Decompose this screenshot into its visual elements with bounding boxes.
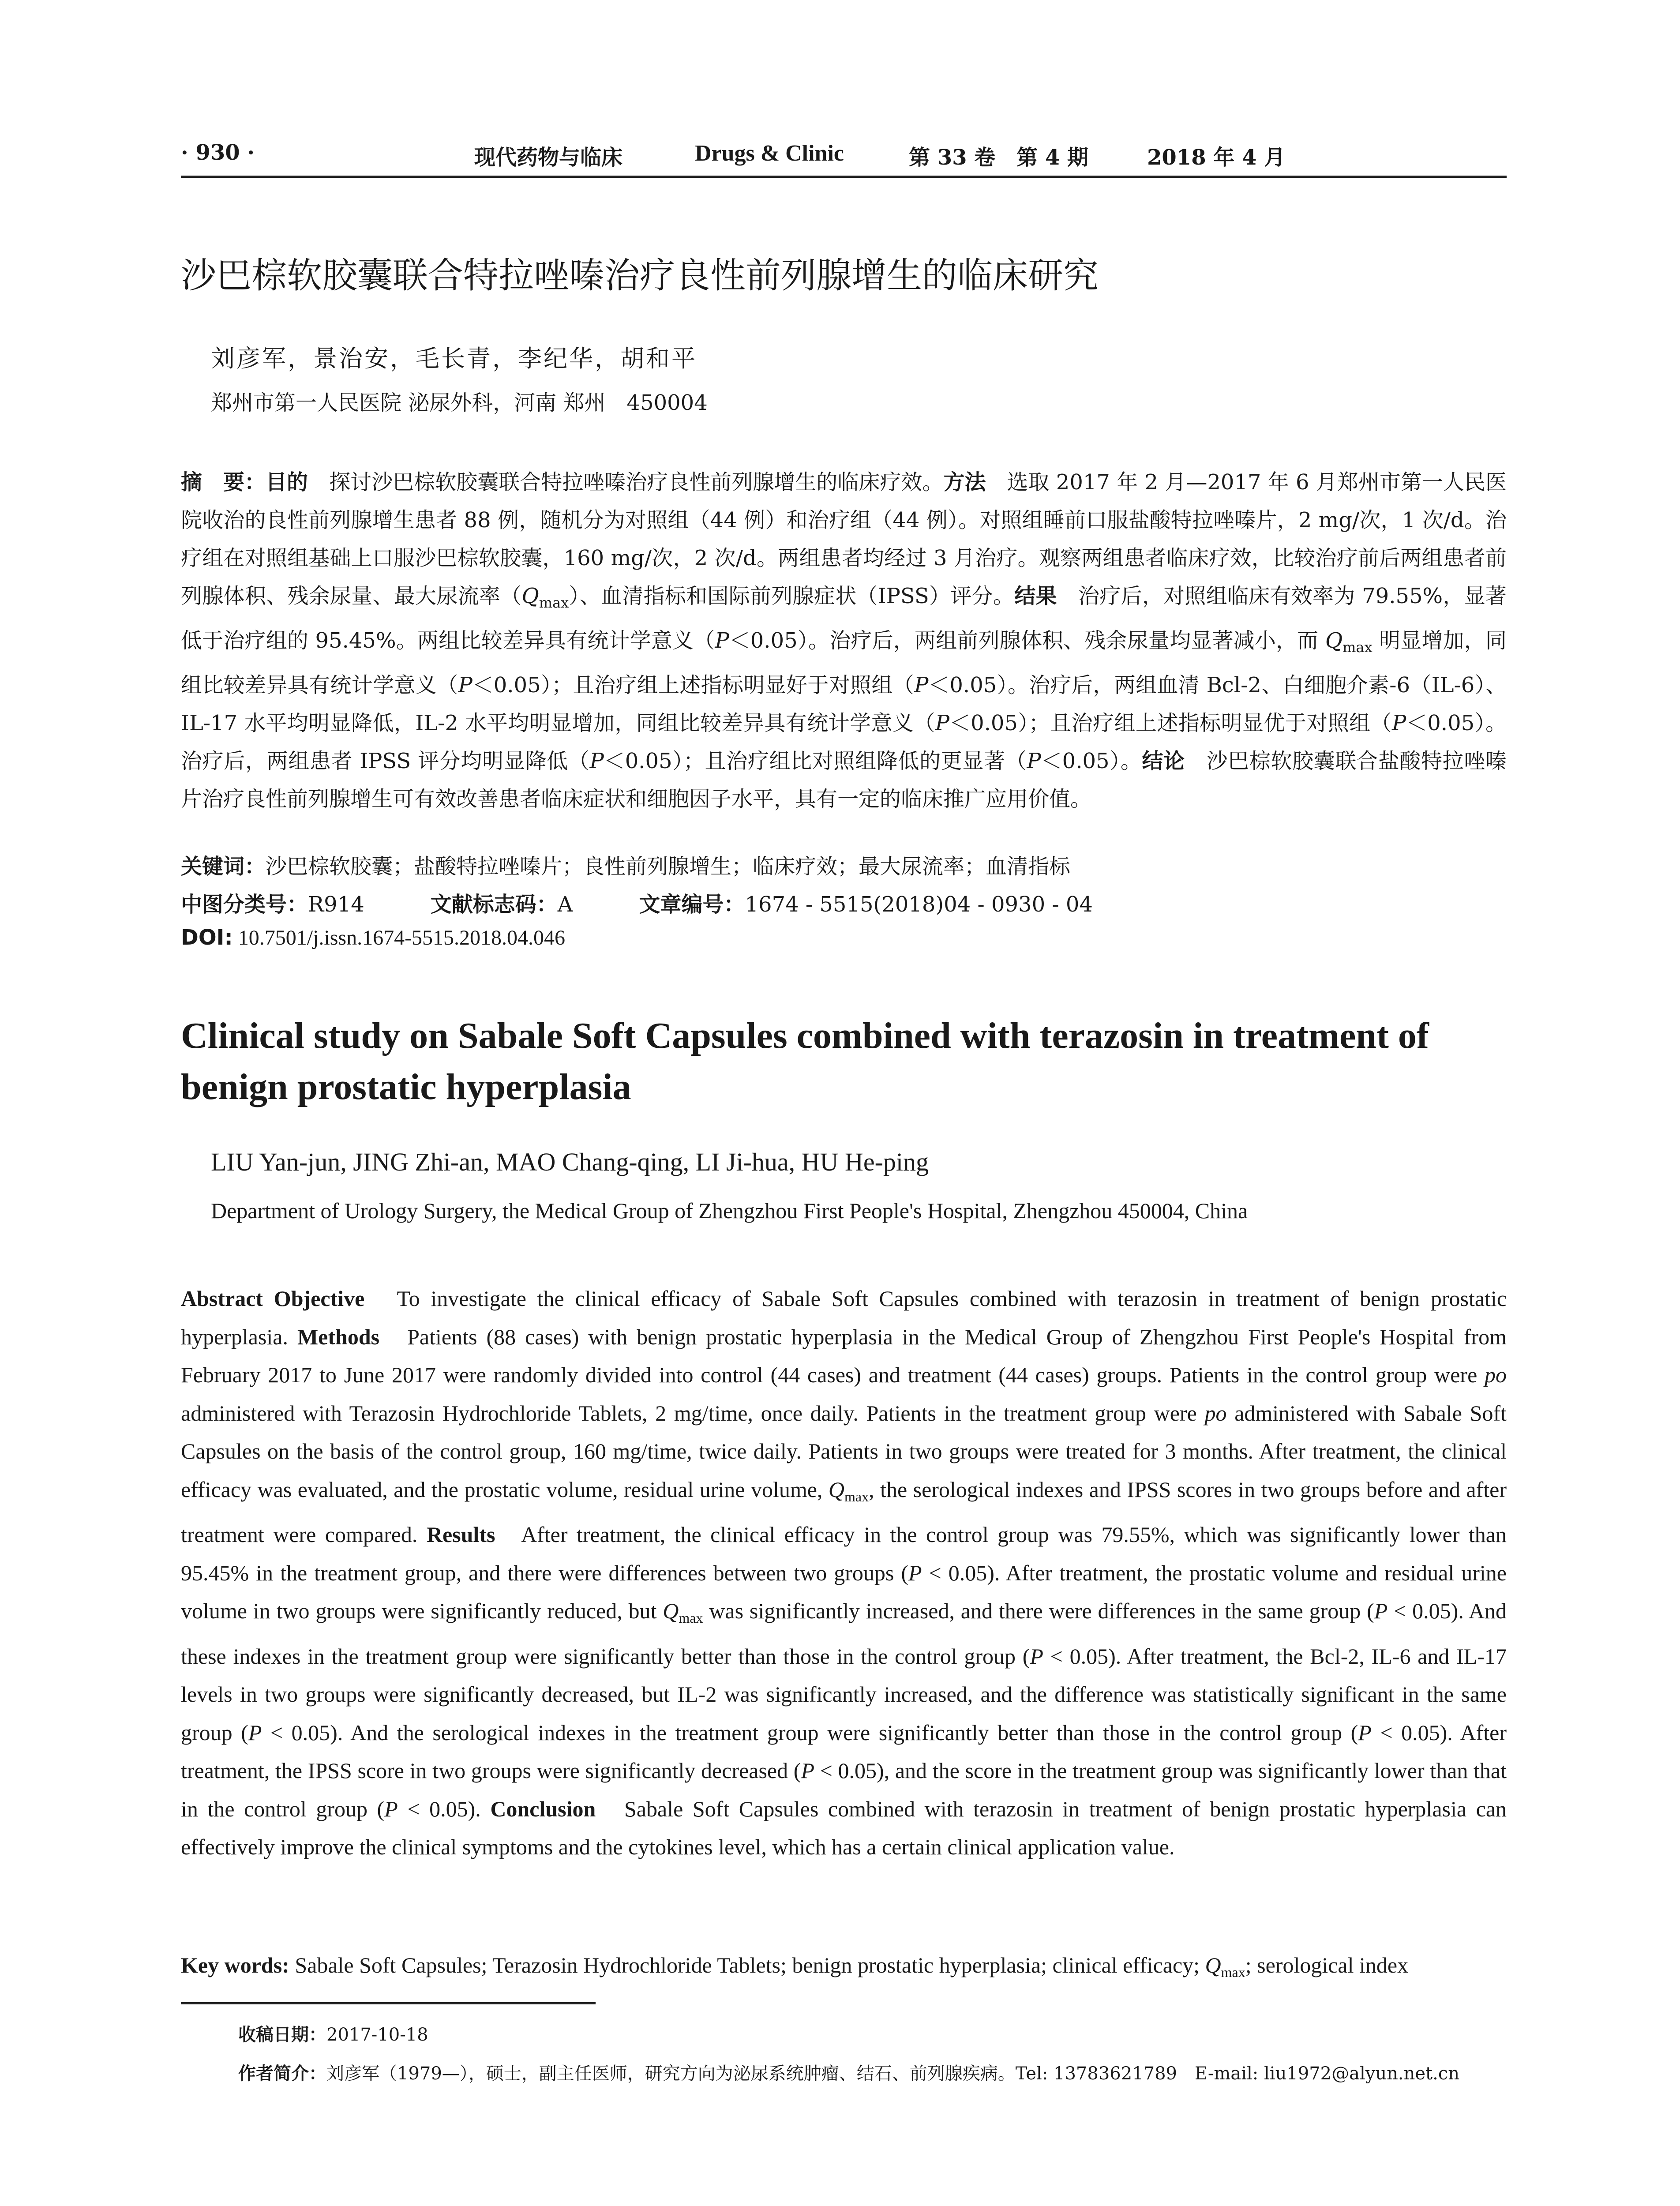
en-results-text: < 0.05). After treatment, the prostatic volume and residual urine volume in two groups were significantly reduced, but (181, 1560, 1507, 1623)
cn-conclusion: 沙巴棕软胶囊联合盐酸特拉唑嗪片治疗良性前列腺增生可有效改善患者临床症状和细胞因子水平，具有一定的临床推广应用价值。 (181, 749, 1507, 811)
en-methods-text: , the serological indexes and IPSS scores in two groups before and after treatment were compared. (181, 1477, 1507, 1547)
cn-p-symbol: P (1391, 711, 1406, 735)
clc-value: R914 (308, 892, 364, 917)
en-p-symbol: P (1374, 1598, 1388, 1623)
cn-p-symbol: P (715, 628, 729, 653)
doc-code-label: 文献标志码： (430, 892, 558, 917)
cn-results-text: ＜0.05）。 (1041, 749, 1142, 773)
en-authors: LIU Yan-jun, JING Zhi-an, MAO Chang-qing, LI Ji-hua, HU He-ping (211, 1148, 929, 1176)
en-po-term: po (1204, 1400, 1227, 1426)
cn-results-text: ＜0.05）；且治疗组上述指标明显优于对照组（ (949, 711, 1392, 735)
en-results-label: Results (426, 1522, 495, 1547)
en-title: Clinical study on Sabale Soft Capsules combined with terazosin in treatment of benign prostatic hyperplasia (181, 1015, 1429, 1107)
page-number: · 930 · (181, 140, 255, 165)
en-results-text: After treatment, the clinical efficacy in the control group was 79.55%, which was significantly lower than 95.45% in the treatment group, and there were differences between two groups ( (181, 1522, 1507, 1585)
en-results-text: < 0.05). And these indexes in the treatment group were significantly better than those in the control group ( (181, 1598, 1507, 1669)
cn-results-text: 治疗后，对照组临床有效率为 79.55%，显著低于治疗组的 95.45%。两组比较差异具有统计学意义（ (181, 584, 1507, 653)
en-results-text: < 0.05), and the score in the treatment group was significantly lower than that in the control group ( (181, 1758, 1507, 1821)
en-results-text: < 0.05). And the serological indexes in the treatment group were significantly better than those in the control group ( (262, 1720, 1358, 1745)
en-qmax-symbol: Q (663, 1598, 679, 1623)
cn-title: 沙巴棕软胶囊联合特拉唑嗪治疗良性前列腺增生的临床研究 (181, 255, 1099, 296)
en-conclusion: Sabale Soft Capsules combined with terazosin in treatment of benign prostatic hyperplasia can effectively improve the clinical symptoms and the cytokines level, which has a certain clinical application value. (181, 1796, 1507, 1859)
cn-authors: 刘彦军，景治安，毛长青，李纪华，胡和平 (211, 345, 697, 372)
cn-qmax-subscript: max (1342, 639, 1372, 656)
header-rule (181, 176, 1507, 178)
en-p-symbol: P (1358, 1720, 1372, 1745)
en-abstract (181, 1279, 1507, 1866)
en-results-text: < 0.05). (398, 1796, 481, 1821)
en-p-symbol: P (384, 1796, 398, 1821)
doi-line (181, 925, 1507, 950)
cn-results-text: 明显增加，同组比较差异具有统计学意义（ (181, 628, 1507, 698)
en-results-text: was significantly increased, and there were differences in the same group ( (703, 1598, 1374, 1623)
cn-keywords (181, 849, 1507, 880)
received-date (238, 2021, 428, 2046)
en-methods-label: Methods (297, 1324, 380, 1349)
cn-p-symbol: P (589, 749, 604, 773)
journal-name-cn: 现代药物与临床 (474, 145, 623, 170)
cn-keywords-text: 沙巴棕软胶囊；盐酸特拉唑嗪片；良性前列腺增生；临床疗效；最大尿流率；血清指标 (266, 854, 1071, 879)
article-no-value: 1674 - 5515(2018)04 - 0930 - 04 (745, 892, 1093, 917)
en-methods-text: Patients (88 cases) with benign prostatic hyperplasia in the Medical Group of Zhengzhou First People's Hospital from February 2017 to June 2017 were randomly divided into control (44 cases) and treatment (44 cases) groups. Patients in the control group were (181, 1324, 1507, 1387)
en-qmax-symbol: Q (1205, 1953, 1221, 1977)
en-po-term: po (1485, 1362, 1507, 1387)
cn-conclusion-label: 结论 (1142, 749, 1185, 773)
cn-objective-label: 目的 (266, 470, 308, 495)
cn-results-text: ＜0.05）。治疗后，两组血清 Bcl-2、白细胞介素-6（IL-6）、IL-17 水平均明显降低，IL-2 水平均明显增加，同组比较差异具有统计学意义（ (181, 673, 1507, 735)
cn-keywords-label: 关键词： (181, 854, 266, 879)
en-keywords (181, 1952, 1507, 1981)
cn-results-text: ＜0.05）；且治疗组上述指标明显好于对照组（ (472, 673, 915, 698)
issue-date: 2018 年 4 月 (1147, 145, 1286, 170)
cn-results-label: 结果 (1014, 584, 1057, 608)
en-keywords-text: ; serological index (1245, 1953, 1409, 1977)
author-bio (238, 2060, 1459, 2085)
en-qmax-subscript: max (844, 1488, 869, 1504)
doi-label: DOI: (181, 925, 233, 950)
cn-p-symbol: P (914, 673, 929, 698)
en-objective: To investigate the clinical efficacy of Sabale Soft Capsules combined with terazosin in treatment of benign prostatic hyperplasia. (181, 1286, 1507, 1349)
en-methods-text: administered with Terazosin Hydrochloride Tablets, 2 mg/time, once daily. Patients in the treatment group were (181, 1400, 1205, 1426)
journal-name-en: Drugs & Clinic (695, 141, 844, 166)
en-p-symbol: P (1030, 1643, 1043, 1669)
cn-p-symbol: P (935, 711, 950, 735)
cn-methods-text: ）、血清指标和国际前列腺症状（IPSS）评分。 (569, 584, 1015, 608)
en-objective-label: Objective (274, 1286, 365, 1311)
en-p-symbol: P (908, 1560, 922, 1585)
cn-qmax-symbol: Q (521, 584, 539, 608)
cn-objective: 探讨沙巴棕软胶囊联合特拉唑嗪治疗良性前列腺增生的临床疗效。 (329, 470, 944, 495)
cn-p-symbol: P (1027, 749, 1041, 773)
en-p-symbol: P (801, 1758, 814, 1783)
cn-methods-label: 方法 (943, 470, 986, 495)
clc-label: 中图分类号： (181, 892, 308, 917)
en-keywords-label: Key words: (181, 1953, 289, 1977)
en-p-symbol: P (248, 1720, 262, 1745)
en-affiliation: Department of Urology Surgery, the Medical Group of Zhengzhou First People's Hospital, Zhengzhou 450004, China (211, 1198, 1248, 1223)
en-results-text: < 0.05). After treatment, the IPSS score in two groups were significantly decreased ( (181, 1720, 1507, 1783)
author-bio-text: 刘彦军（1979—），硕士，副主任医师，研究方向为泌尿系统肿瘤、结石、前列腺疾病。Tel: 13783621789 E-mail: liu1972@alyun.net.cn (326, 2063, 1459, 2084)
cn-methods-text: 选取 2017 年 2 月—2017 年 6 月郑州市第一人民医院收治的良性前列腺增生患者 88 例，随机分为对照组（44 例）和治疗组（44 例）。对照组睡前口服盐酸特拉唑嗪片，2 mg/次，1 次/d。治疗组在对照组基础上口服沙巴棕软胶囊，160 mg/次，2 次/d。两组患者均经过 3 月治疗。观察两组患者临床疗效，比较治疗前后两组患者前列腺体积、残余尿量、最大尿流率（ (181, 470, 1507, 608)
doc-code-value: A (557, 892, 573, 917)
en-qmax-subscript: max (679, 1610, 703, 1626)
cn-affiliation: 郑州市第一人民医院 泌尿外科，河南 郑州 450004 (211, 390, 708, 415)
cn-qmax-symbol: Q (1325, 628, 1343, 653)
cn-classification (181, 887, 1507, 918)
cn-qmax-subscript: max (539, 594, 569, 611)
cn-abstract-label: 摘 要： (181, 470, 266, 495)
doi-value: 10.7501/j.issn.1674-5515.2018.04.046 (238, 926, 566, 949)
en-qmax-symbol: Q (828, 1477, 845, 1502)
en-keywords-text: Sabale Soft Capsules; Terazosin Hydrochloride Tablets; benign prostatic hyperplasia; clinical efficacy; (295, 1953, 1205, 1977)
en-abstract-label: Abstract (181, 1286, 263, 1311)
en-conclusion-label: Conclusion (490, 1796, 596, 1821)
footnote-rule (181, 2002, 596, 2004)
en-results-text: < 0.05). After treatment, the Bcl-2, IL-6 and IL-17 levels in two groups were significantly decreased, but IL-2 was significantly increased, and the difference was statistically significant in the same group ( (181, 1643, 1507, 1745)
received-label: 收稿日期： (238, 2025, 326, 2045)
cn-p-symbol: P (458, 673, 472, 698)
en-methods-text: administered with Sabale Soft Capsules on the basis of the control group, 160 mg/time, twice daily. Patients in two groups were treated for 3 months. After treatment, the clinical efficacy was evaluated, and the prostatic volume, residual urine volume, (181, 1400, 1507, 1502)
cn-results-text: ＜0.05）。治疗后，两组患者 IPSS 评分均明显降低（ (181, 711, 1507, 773)
article-no-label: 文章编号： (639, 892, 745, 917)
cn-abstract (181, 463, 1507, 818)
author-bio-label: 作者简介： (238, 2063, 326, 2084)
en-qmax-subscript: max (1221, 1964, 1245, 1980)
received-value: 2017-10-18 (326, 2025, 428, 2045)
cn-results-text: ＜0.05）。治疗后，两组前列腺体积、残余尿量均显著减小，而 (729, 628, 1325, 653)
volume-issue: 第 33 卷 第 4 期 (909, 145, 1089, 170)
cn-results-text: ＜0.05）；且治疗组比对照组降低的更显著（ (604, 749, 1027, 773)
